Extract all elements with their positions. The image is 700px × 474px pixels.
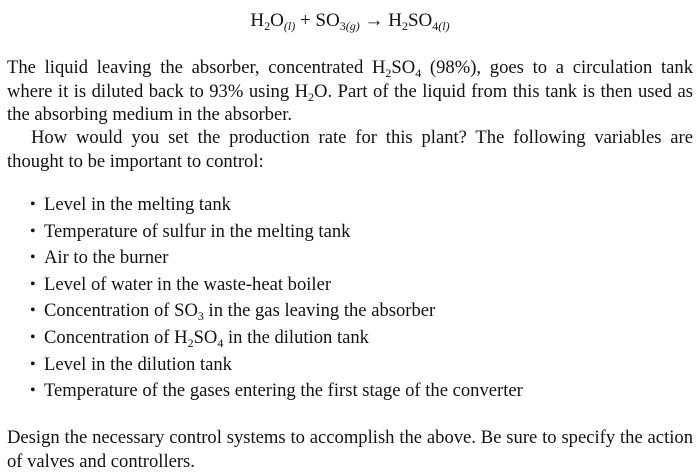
bullet-icon: • <box>30 249 36 267</box>
eq-h2so4-so: SO <box>407 10 433 31</box>
eq-h2so4-h: H <box>388 10 402 31</box>
bullet-icon: • <box>30 328 36 346</box>
bullet-icon: • <box>30 302 36 320</box>
bullet-icon: • <box>30 355 36 373</box>
paragraph-design-task: Design the necessary control systems to accomplish the above. Be sure to specify the action of valves and controllers. <box>7 427 693 472</box>
eq-h2o-state: (l) <box>283 19 296 33</box>
list-item: • Temperature of sulfur in the melting tank <box>0 219 523 246</box>
eq-h2o-h: H <box>250 10 265 31</box>
list-item: • Concentration of $SO_3$ in the gas leaving the absorber <box>30 300 436 324</box>
eq-so3: SO <box>315 10 340 31</box>
eq-so3-state: (g) <box>345 19 360 33</box>
eq-h2so4-state: (l) <box>438 19 450 33</box>
control-variables-list <box>0 192 523 405</box>
bullet-icon: • <box>30 222 36 240</box>
list-item: • Concentration of $H_2SO_4$ in the dilution tank <box>30 326 369 350</box>
eq-plus: + <box>299 10 311 31</box>
chemical-equation <box>0 8 700 34</box>
bullet-icon: • <box>30 382 36 400</box>
eq-so3-subscript: 3 <box>339 19 346 33</box>
bullet-icon: • <box>30 196 36 213</box>
bullet-icon: • <box>30 275 36 293</box>
paragraph-question: How would you set the production rate for this plant? The following variables are thought to be important to control: <box>7 127 693 172</box>
eq-h2so4-subscript-4: 4 <box>432 19 439 33</box>
list-item: • Air to the burner <box>0 245 523 272</box>
list-item: • Temperature of the gases entering the first stage of the converter <box>0 378 523 405</box>
eq-h2o-o: O <box>270 10 284 31</box>
eq-h2so4-subscript-2: 2 <box>401 19 408 33</box>
list-item: • Level of water in the waste-heat boiler <box>0 272 523 299</box>
paragraph-absorber: The liquid leaving the absorber, concentrated $H_2SO_4$ (98%), goes to a circulation tank where it is diluted back to 93% using $H_2O$. Part of the liquid from this tank is then used as the absorbing medium in the absorber. <box>7 57 693 125</box>
eq-h2o-subscript: 2 <box>264 19 271 33</box>
list-item: • Level in the melting tank <box>0 192 523 219</box>
list-item: • Level in the dilution tank <box>0 352 523 379</box>
eq-arrow: → <box>364 10 384 31</box>
